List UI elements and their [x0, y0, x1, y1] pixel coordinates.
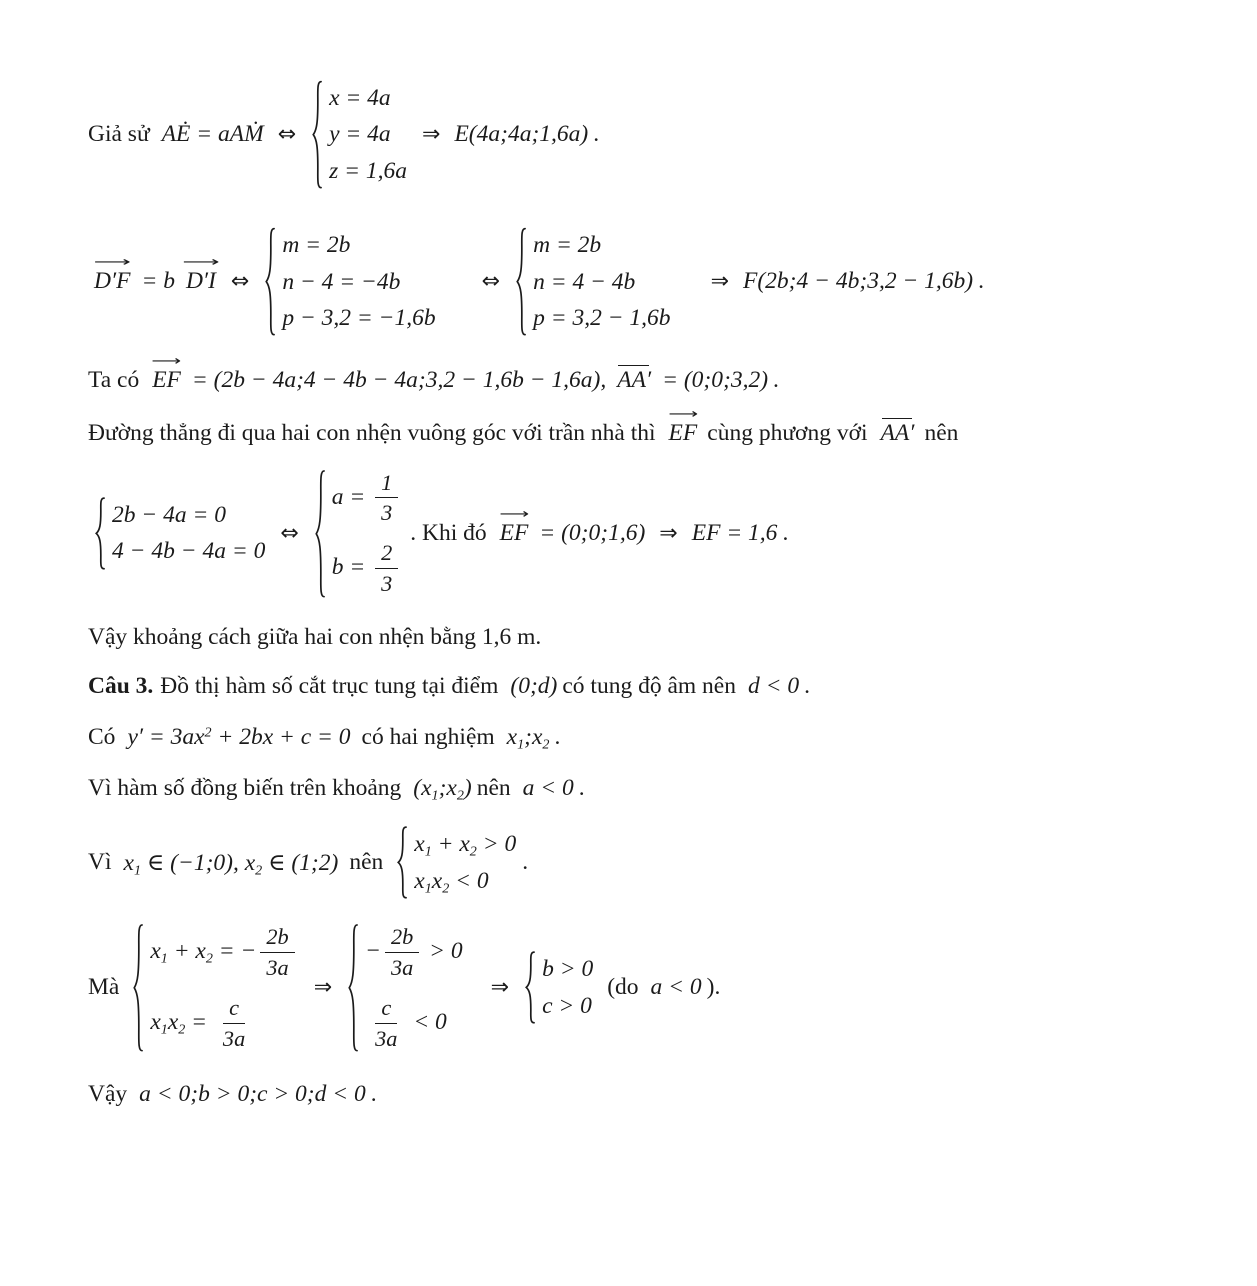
math-x: x	[531, 724, 543, 751]
numerator: 1	[375, 469, 398, 499]
system-rows	[282, 227, 435, 336]
fraction-c-3a	[369, 994, 403, 1053]
system-sum-product	[396, 826, 516, 899]
line-final-conclusion	[88, 1081, 1217, 1108]
equation-m: m = 2b	[282, 232, 351, 259]
left-brace	[515, 227, 528, 336]
fraction-2b-3a	[260, 923, 294, 982]
math-eq-neg: = −	[212, 937, 257, 964]
math-signs-summary: a < 0;b > 0;c > 0;d < 0	[139, 1080, 366, 1107]
math-aa: AA′	[880, 419, 915, 446]
text-duong-thang: Đường thẳng đi qua hai con nhện vuông góc với trần nhà thì	[88, 419, 656, 446]
vector-DI	[186, 268, 216, 295]
math-a-negative: a < 0	[650, 974, 702, 1001]
equation-2: 4 − 4b − 4a = 0	[112, 538, 266, 565]
math-x: x	[414, 867, 425, 894]
math-ef: EF	[668, 419, 698, 446]
text-nen: nên	[349, 849, 384, 876]
line-vieta	[88, 923, 1217, 1053]
system-bc-positive	[524, 951, 593, 1024]
period: .	[370, 1080, 377, 1107]
question-label: Câu 3.	[88, 673, 154, 700]
text-ma: Mà	[88, 974, 120, 1001]
period: .	[578, 775, 585, 802]
iff-arrow-2: ⇔	[481, 269, 501, 295]
equation-product	[150, 994, 255, 1053]
period: .	[773, 366, 779, 393]
text-co-hai-nghiem: có hai nghiệm	[361, 724, 495, 751]
denominator: 3a	[222, 1025, 246, 1051]
math-point-E: E(4a;4a;1,6a)	[454, 121, 589, 148]
subscript-1: 1	[424, 880, 432, 897]
denominator: 3a	[266, 954, 289, 980]
numerator: c	[223, 994, 245, 1024]
vector-EF	[152, 367, 181, 394]
implies-arrow: ⇒	[422, 122, 441, 148]
exponent-2: 2	[204, 724, 212, 741]
denominator: 3a	[390, 954, 414, 980]
math-lt-0: < 0	[407, 1008, 447, 1035]
inequality-2	[365, 994, 447, 1053]
text-nen: nên	[476, 775, 511, 802]
inequality-b: b > 0	[542, 956, 594, 983]
subscript-2: 2	[205, 950, 213, 967]
vector-EF	[669, 420, 698, 447]
math-df: D′F	[94, 268, 131, 295]
text-vi: Vì	[88, 849, 112, 876]
line-gia-su-ae	[88, 80, 1217, 189]
fraction-c-3a	[217, 994, 251, 1053]
line-dong-bien	[88, 775, 1217, 802]
implies-arrow: ⇒	[659, 520, 678, 546]
inequality-1	[365, 923, 463, 982]
math-x: x	[167, 1008, 179, 1035]
text-do: (do	[607, 974, 639, 1001]
line-derivative	[88, 724, 1217, 751]
text-conclusion-distance: Vậy khoảng cách giữa hai con nhện bằng 1,6 m.	[88, 624, 542, 651]
implies-arrow-1: ⇒	[313, 975, 333, 1001]
vector-EF	[500, 520, 529, 547]
equation-y: y = 4a	[329, 121, 391, 148]
system-rows	[542, 951, 593, 1024]
subscript-1: 1	[517, 736, 525, 753]
subscript-2: 2	[469, 843, 477, 860]
iff-arrow: ⇔	[280, 520, 299, 546]
semicolon: ;	[524, 724, 532, 751]
text-co-tung-do: có tung độ âm nên	[562, 673, 736, 700]
text-ta-co: Ta có	[88, 366, 140, 393]
math-equals-b: = b	[141, 268, 175, 295]
line-ta-co-ef	[88, 367, 1217, 394]
close-paren-period: ).	[706, 974, 721, 1001]
math-d-negative: d < 0	[747, 673, 800, 700]
math-x: x	[506, 724, 518, 751]
system-rows	[150, 923, 298, 1053]
iff-arrow-1: ⇔	[230, 269, 250, 295]
math-ef-value: = (0;0;1,6)	[539, 519, 646, 546]
system-ab-values	[314, 469, 403, 599]
period: .	[978, 268, 984, 295]
text-khi-do: . Khi đó	[410, 519, 487, 546]
subscript-1: 1	[424, 843, 432, 860]
numerator: 2	[375, 539, 398, 569]
fraction-2b-3a	[385, 923, 419, 982]
equation-x: x = 4a	[329, 85, 391, 111]
subscript-2: 2	[255, 862, 263, 879]
text-gia-su: Giả sử	[88, 121, 150, 148]
numerator: c	[375, 994, 397, 1024]
math-x: x	[123, 850, 134, 877]
subscript-2: 2	[442, 880, 450, 897]
system-vieta	[132, 923, 298, 1053]
math-ef: EF	[152, 366, 181, 393]
subscript-1: 1	[160, 1021, 168, 1038]
semicolon-x: ;x	[438, 775, 457, 802]
denominator: 3a	[375, 1025, 398, 1051]
system-rows	[112, 497, 265, 570]
math-gt-0: > 0	[423, 937, 463, 964]
math-aa-coords: = (0;0;3,2)	[662, 366, 769, 393]
left-brace	[396, 826, 409, 899]
left-brace	[264, 227, 277, 336]
math-membership	[124, 848, 339, 877]
math-plus-x: + x	[167, 937, 206, 964]
left-brace	[132, 923, 145, 1053]
text-do-thi: Đồ thị hàm số cắt trục tung tại điểm	[160, 673, 499, 700]
math-interval-x1x2	[413, 775, 471, 802]
math-x: x	[414, 831, 425, 858]
subscript-1: 1	[160, 950, 168, 967]
equation-p2: p = 3,2 − 1,6b	[533, 305, 671, 332]
math-point-0d: (0;d)	[510, 673, 558, 700]
open-paren-x: (x	[413, 775, 432, 802]
left-brace	[94, 497, 107, 570]
math-roots	[507, 724, 550, 751]
math-plus-x: + x	[431, 831, 470, 858]
system-rows	[365, 923, 463, 1053]
text-nen: nên	[924, 419, 959, 446]
denominator: 3	[381, 571, 393, 597]
line-df-bdi	[88, 227, 1217, 336]
system-2b4a	[94, 497, 265, 570]
implies-arrow-2: ⇒	[490, 975, 510, 1001]
text-cung-phuong: cùng phương với	[707, 419, 868, 446]
equation-z: z = 1,6a	[329, 157, 408, 184]
math-b-eq: b =	[331, 554, 372, 581]
math-ef-coords: = (2b − 4a;4 − 4b − 4a;3,2 − 1,6b − 1,6a),	[191, 366, 607, 393]
math-aa: AA′	[617, 366, 652, 393]
inequality-c: c > 0	[542, 992, 592, 1019]
line-vay-khoang-cach	[88, 624, 1217, 651]
numerator: 2b	[385, 923, 419, 953]
line-vi-x1-x2	[88, 826, 1217, 899]
line-he-ab	[88, 469, 1217, 599]
text-vi-ham-so: Vì hàm số đồng biến trên khoảng	[88, 775, 402, 802]
math-ae-equals-aam: AĖ = aAṀ	[161, 121, 264, 148]
fraction-two-thirds	[375, 539, 398, 598]
subscript-2: 2	[178, 1021, 186, 1038]
math-point-F: F(2b;4 − 4b;3,2 − 1,6b)	[743, 268, 974, 295]
line-duong-thang	[88, 420, 1217, 447]
system-rows	[332, 469, 403, 599]
fraction-one-third	[375, 469, 398, 528]
equation-sum	[150, 923, 298, 982]
period: .	[804, 673, 810, 700]
math-a-eq: a =	[331, 483, 372, 510]
inequality-sum	[414, 826, 516, 862]
equation-1: 2b − 4a = 0	[112, 501, 226, 528]
period: .	[554, 724, 561, 751]
math-ef-length: EF = 1,6	[691, 519, 778, 546]
equation-n2: n = 4 − 4b	[533, 268, 636, 295]
math-eq: =	[185, 1008, 213, 1035]
left-brace	[311, 80, 324, 189]
math-in-interval-1: ∈ (−1;0), x	[140, 850, 256, 877]
left-brace	[347, 923, 360, 1053]
line-cau-3	[88, 673, 1217, 700]
inequality-product	[414, 863, 488, 899]
math-ef: EF	[499, 519, 529, 546]
vector-DF	[94, 268, 130, 295]
vector-AA	[617, 367, 651, 394]
subscript-2: 2	[542, 736, 550, 753]
math-a-negative: a < 0	[522, 775, 574, 802]
text-vay: Vậy	[88, 1080, 128, 1107]
iff-arrow: ⇔	[277, 122, 297, 148]
left-brace	[524, 951, 537, 1024]
math-in-interval-2: ∈ (1;2)	[262, 850, 339, 877]
text-co: Có	[88, 724, 116, 751]
math-y-prime: y′ = 3ax	[127, 724, 205, 751]
system-rows	[533, 227, 670, 336]
subscript-1: 1	[431, 787, 439, 804]
math-x: x	[150, 1008, 161, 1035]
system-xyz	[311, 80, 407, 189]
system-mnp-2	[515, 227, 670, 336]
close-paren: )	[463, 775, 472, 802]
period: .	[782, 519, 789, 546]
equation-p: p − 3,2 = −1,6b	[282, 305, 436, 332]
math-lt-0: < 0	[449, 867, 489, 894]
system-signs	[347, 923, 463, 1053]
period: .	[593, 121, 600, 148]
math-di: D′I	[185, 268, 216, 295]
denominator: 3	[381, 500, 393, 526]
math-x: x	[431, 867, 443, 894]
equation-n: n − 4 = −4b	[282, 268, 401, 295]
system-mnp-1	[264, 227, 435, 336]
math-gt-0: > 0	[476, 831, 517, 858]
subscript-2: 2	[456, 787, 464, 804]
equation-a	[332, 469, 403, 528]
minus-sign: −	[365, 937, 381, 964]
equation-m2: m = 2b	[533, 232, 602, 259]
system-rows	[414, 826, 516, 899]
numerator: 2b	[260, 923, 294, 953]
math-quadratic: + 2bx + c = 0	[211, 724, 351, 751]
period: .	[522, 849, 529, 876]
math-x: x	[150, 937, 161, 964]
math-derivative	[127, 724, 350, 751]
system-rows	[329, 80, 407, 189]
subscript-1: 1	[133, 862, 141, 879]
vector-AA	[881, 420, 915, 447]
left-brace	[314, 469, 327, 599]
implies-arrow: ⇒	[710, 269, 729, 295]
equation-b	[332, 539, 403, 598]
